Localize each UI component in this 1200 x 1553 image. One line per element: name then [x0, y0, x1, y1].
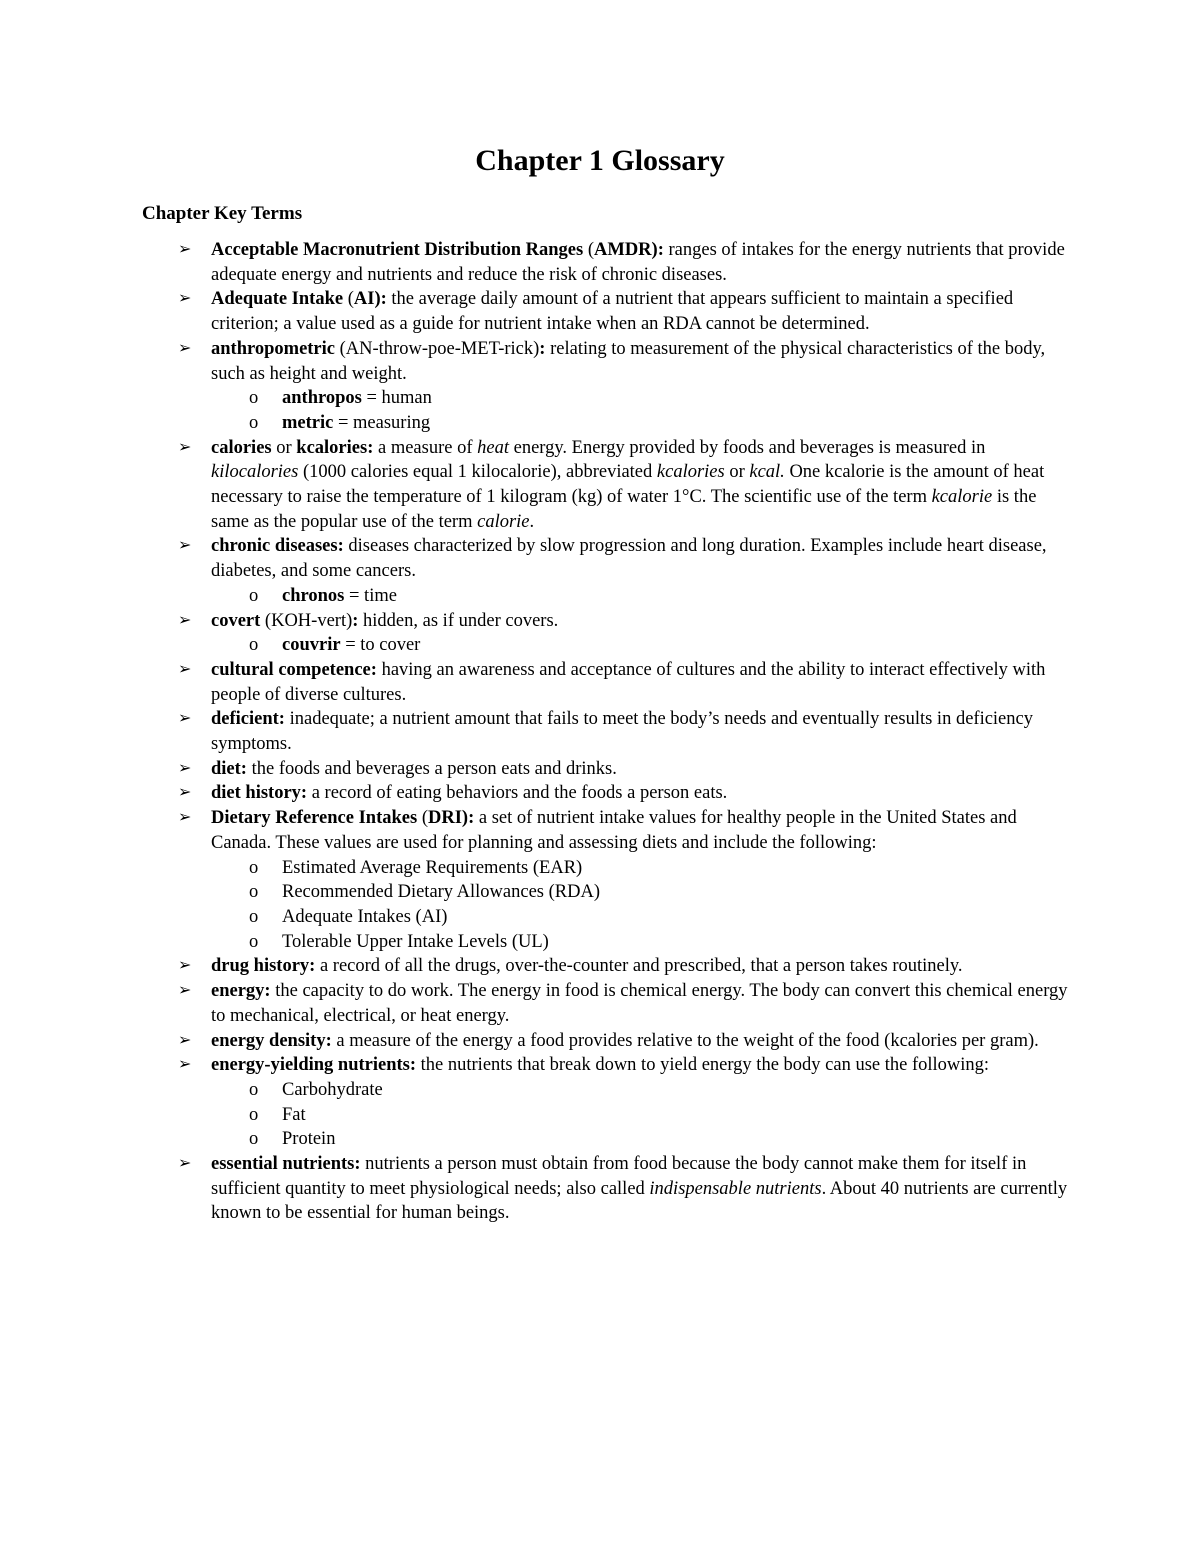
- term-separator: :: [539, 338, 546, 359]
- sub-list: [211, 1078, 1071, 1152]
- glossary-entry: [0, 954, 1071, 979]
- term-pronunciation: (: [583, 240, 594, 260]
- arrow-bullet-icon: ➢: [178, 438, 192, 456]
- sub-item-text: Protein: [282, 1129, 336, 1150]
- term-separator: :: [657, 240, 664, 260]
- root-meaning: = measuring: [333, 412, 431, 433]
- sub-item-text: Estimated Average Requirements (EAR): [282, 857, 583, 878]
- definition-text: energy. Energy provided by foods and beverages is measured in: [508, 437, 986, 458]
- term-definition: ranges of intakes for the energy nutrients that provide adequate energy and nutrients and reduce the risk of chronic diseases.: [211, 240, 1065, 285]
- sub-entry: [211, 905, 1071, 930]
- arrow-bullet-icon: ➢: [178, 241, 192, 258]
- term-abbreviation: AMDR: [594, 240, 652, 260]
- term-definition: the average daily amount of a nutrient that appears sufficient to maintain a specified criterion; a value used as a guide for nutrient intake when an RDA cannot be determined.: [211, 289, 1014, 335]
- arrow-bullet-icon: ➢: [178, 537, 192, 555]
- arrow-bullet-icon: ➢: [178, 339, 192, 357]
- glossary-entry: [0, 781, 1071, 806]
- sub-list: [211, 584, 1071, 609]
- definition-text: One kcalorie is the amount of heat necessary to raise the temperature of 1 kilogram (kg) of water 1°C. The scientific use of the term: [211, 462, 1045, 508]
- sub-list: [211, 633, 1071, 658]
- sub-entry: [211, 633, 1071, 658]
- definition-emphasis: kcal.: [749, 462, 785, 483]
- glossary-entry: [0, 1152, 1071, 1226]
- sub-item-text: Recommended Dietary Allowances (RDA): [282, 882, 601, 903]
- term-abbreviation-close: ): [651, 240, 658, 260]
- term-separator: :: [352, 610, 359, 631]
- sub-list: [211, 856, 1071, 955]
- term-name: drug history:: [211, 956, 316, 977]
- term-definition: a measure of the energy a food provides relative to the weight of the food (kcalories per gram).: [331, 1030, 1039, 1051]
- definition-emphasis: kilocalories: [211, 462, 299, 483]
- root-word: metric: [282, 412, 334, 433]
- term-name: covert: [211, 610, 261, 631]
- arrow-bullet-icon: ➢: [178, 611, 192, 629]
- sub-item-text: Tolerable Upper Intake Levels (UL): [282, 931, 549, 952]
- term-name: energy density:: [211, 1030, 332, 1051]
- arrow-bullet-icon: ➢: [178, 982, 192, 1000]
- circle-bullet-icon: o: [249, 1079, 259, 1100]
- definition-text: is the same as the popular use of the term: [211, 487, 1037, 532]
- term-name: anthropometric: [211, 338, 335, 359]
- root-word: anthropos: [282, 388, 362, 409]
- circle-bullet-icon: o: [249, 857, 259, 878]
- term-pronunciation: (AN-throw-poe-MET-rick): [335, 338, 540, 359]
- root-word: couvrir: [282, 635, 341, 656]
- sub-entry: [211, 930, 1071, 955]
- term-name: cultural competence:: [211, 659, 377, 680]
- glossary-entry: [0, 238, 1071, 287]
- arrow-bullet-icon: ➢: [178, 1155, 192, 1173]
- glossary-entry: [0, 1029, 1071, 1054]
- sub-item-text: Adequate Intakes (AI): [282, 906, 448, 927]
- term-definition: a set of nutrient intake values for healthy people in the United States and Canada. These values are used for planning and assessing diets and include the following:: [211, 808, 1017, 853]
- arrow-bullet-icon: ➢: [178, 290, 192, 308]
- circle-bullet-icon: o: [249, 882, 259, 903]
- arrow-bullet-icon: ➢: [178, 710, 192, 728]
- glossary-entry: [0, 806, 1071, 954]
- term-name: chronic diseases:: [211, 536, 344, 557]
- root-meaning: = to cover: [340, 635, 421, 656]
- sub-entry: [211, 584, 1071, 609]
- term-pronunciation: (KOH-vert): [260, 610, 353, 631]
- sub-item-text: Fat: [282, 1104, 306, 1125]
- term-definition: relating to measurement of the physical characteristics of the body, such as height and weight.: [211, 338, 1046, 384]
- arrow-bullet-icon: ➢: [178, 809, 192, 827]
- definition-emphasis: calorie: [477, 511, 530, 532]
- definition-text: .: [529, 511, 535, 532]
- circle-bullet-icon: o: [249, 906, 259, 927]
- sub-list: [211, 386, 1071, 435]
- glossary-entry: [0, 979, 1071, 1028]
- sub-entry: [211, 411, 1071, 436]
- definition-emphasis: heat: [477, 437, 509, 458]
- term-name: deficient:: [211, 709, 285, 730]
- term-connector: or: [271, 437, 297, 458]
- circle-bullet-icon: o: [249, 1129, 259, 1150]
- glossary-entry: [0, 609, 1071, 658]
- term-name: diet:: [211, 758, 247, 779]
- sub-entry: [211, 1078, 1071, 1103]
- term-name: essential nutrients:: [211, 1154, 361, 1175]
- term-abbreviation: DRI: [427, 808, 462, 829]
- term-definition: inadequate; a nutrient amount that fails to meet the body’s needs and eventually results in deficiency symptoms.: [211, 709, 1033, 755]
- definition-text: . About 40 nutrients are currently known to be essential for human beings.: [211, 1178, 1068, 1224]
- arrow-bullet-icon: ➢: [178, 759, 192, 777]
- circle-bullet-icon: o: [249, 412, 259, 433]
- arrow-bullet-icon: ➢: [178, 784, 192, 802]
- term-name: Dietary Reference Intakes: [211, 808, 418, 829]
- circle-bullet-icon: o: [249, 1104, 259, 1125]
- term-definition: the foods and beverages a person eats and drinks.: [246, 758, 617, 779]
- term-name: energy:: [211, 981, 271, 1002]
- glossary-entry: [0, 436, 1071, 535]
- circle-bullet-icon: o: [249, 585, 259, 606]
- definition-text: a measure of: [373, 437, 478, 458]
- glossary-entry: [0, 1053, 1071, 1152]
- root-word: chronos: [282, 585, 345, 606]
- glossary-entry: [0, 337, 1071, 436]
- glossary-list: [0, 238, 1200, 1226]
- term-definition: a record of all the drugs, over-the-counter and prescribed, that a person takes routinely.: [315, 956, 963, 977]
- section-heading: Chapter Key Terms: [142, 203, 303, 224]
- arrow-bullet-icon: ➢: [178, 660, 192, 678]
- term-abbreviation: AI: [353, 289, 375, 310]
- definition-text: (1000 calories equal 1 kilocalorie), abbreviated: [298, 462, 657, 483]
- term-name: Acceptable Macronutrient Distribution Ranges: [211, 240, 584, 260]
- definition-text: nutrients a person must obtain from food because the body cannot make them for itself in sufficient quantity to meet physiological needs; also called: [211, 1154, 1027, 1199]
- sub-entry: [211, 1103, 1071, 1128]
- definition-emphasis: indispensable nutrients: [649, 1178, 822, 1199]
- glossary-entry: [0, 757, 1071, 782]
- term-definition: hidden, as if under covers.: [358, 610, 559, 631]
- glossary-entry: [0, 658, 1071, 707]
- definition-emphasis: kcalorie: [931, 487, 993, 508]
- circle-bullet-icon: o: [249, 635, 259, 656]
- term-name: diet history:: [211, 783, 308, 804]
- glossary-entry: [0, 287, 1071, 336]
- definition-text: or: [724, 462, 750, 483]
- term-name: Adequate Intake: [211, 289, 344, 310]
- term-abbreviation-close: ):: [374, 289, 387, 310]
- term-pronunciation: (: [417, 808, 428, 829]
- sub-entry: [211, 856, 1071, 881]
- circle-bullet-icon: o: [249, 931, 259, 952]
- sub-entry: [211, 880, 1071, 905]
- term-pronunciation: (: [343, 289, 354, 310]
- arrow-bullet-icon: ➢: [178, 1031, 192, 1049]
- arrow-bullet-icon: ➢: [178, 957, 192, 975]
- term-abbreviation-close: ):: [461, 808, 475, 829]
- glossary-entry: [0, 707, 1071, 756]
- arrow-bullet-icon: ➢: [178, 1056, 192, 1074]
- glossary-entry: [0, 534, 1071, 608]
- term-definition: diseases characterized by slow progression and long duration. Examples include heart disease, diabetes, and some cancers.: [211, 536, 1047, 582]
- definition-emphasis: kcalories: [656, 462, 725, 483]
- term-name-alt: kcalories:: [296, 437, 374, 458]
- circle-bullet-icon: o: [249, 388, 259, 409]
- page-title: Chapter 1 Glossary: [475, 144, 725, 177]
- term-definition: having an awareness and acceptance of cultures and the ability to interact effectively with people of diverse cultures.: [211, 659, 1046, 705]
- sub-entry: [211, 1127, 1071, 1152]
- term-definition: the nutrients that break down to yield energy the body can use the following:: [416, 1055, 990, 1076]
- sub-item-text: Carbohydrate: [282, 1079, 383, 1100]
- term-name: energy-yielding nutrients:: [211, 1055, 417, 1076]
- sub-entry: [211, 386, 1071, 411]
- root-meaning: = time: [344, 585, 397, 606]
- term-definition: a record of eating behaviors and the foods a person eats.: [307, 783, 728, 804]
- term-name: calories: [211, 437, 272, 458]
- term-definition: the capacity to do work. The energy in food is chemical energy. The body can convert this chemical energy to mechanical, electrical, or heat energy.: [211, 981, 1068, 1026]
- root-meaning: = human: [361, 388, 432, 409]
